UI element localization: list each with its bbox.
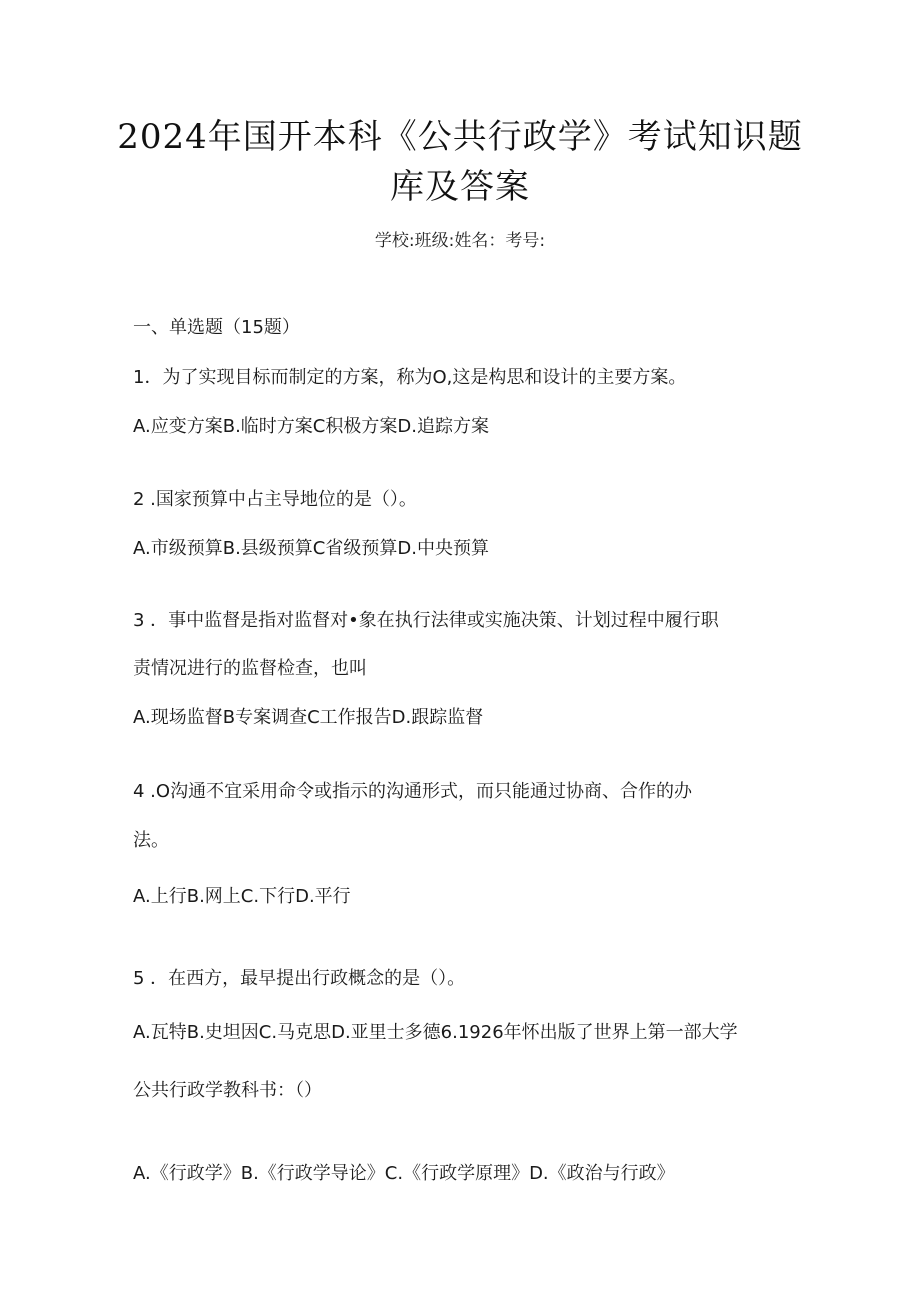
question-4-stem-line1: 4 .O沟通不宜采用命令或指示的沟通形式，而只能通过协商、合作的办 [133,781,693,802]
question-3-options: A.现场监督B专案调查C工作报告D.跟踪监督 [133,707,484,728]
document-title-line2: 库及答案 [390,167,530,207]
section-heading: 一、单选题（15题） [133,317,300,338]
question-6-stem-line2: 公共行政学教科书：（） [133,1080,322,1101]
question-3-stem-line1: 3 ．事中监督是指对监督对•象在执行法律或实施决策、计划过程中履行职 [133,610,719,631]
question-3-stem-line2: 责情况进行的监督检查，也叫 [133,658,367,679]
question-4-options: A.上行B.网上C.下行D.平行 [133,886,351,907]
question-1-options: A.应变方案B.临时方案C积极方案D.追踪方案 [133,416,489,437]
question-1-stem: 1．为了实现目标而制定的方案，称为O,这是构思和设计的主要方案。 [133,367,687,388]
question-4-stem-line2: 法。 [133,830,169,851]
question-6-options: A.《行政学》B.《行政学导论》C.《行政学原理》D.《政治与行政》 [133,1163,675,1184]
question-5-stem: 5 ．在西方，最早提出行政概念的是（）。 [133,968,466,989]
question-2-options: A.市级预算B.县级预算C省级预算D.中央预算 [133,538,489,559]
student-info-line: 学校:班级:姓名：考号: [374,231,546,251]
question-5-options-line1: A.瓦特B.史坦因C.马克思D.亚里士多德6.1926年怀出版了世界上第一部大学 [133,1022,738,1043]
document-title-line1: 2024年国开本科《公共行政学》考试知识题 [117,117,803,157]
question-2-stem: 2 .国家预算中占主导地位的是（）。 [133,489,417,510]
